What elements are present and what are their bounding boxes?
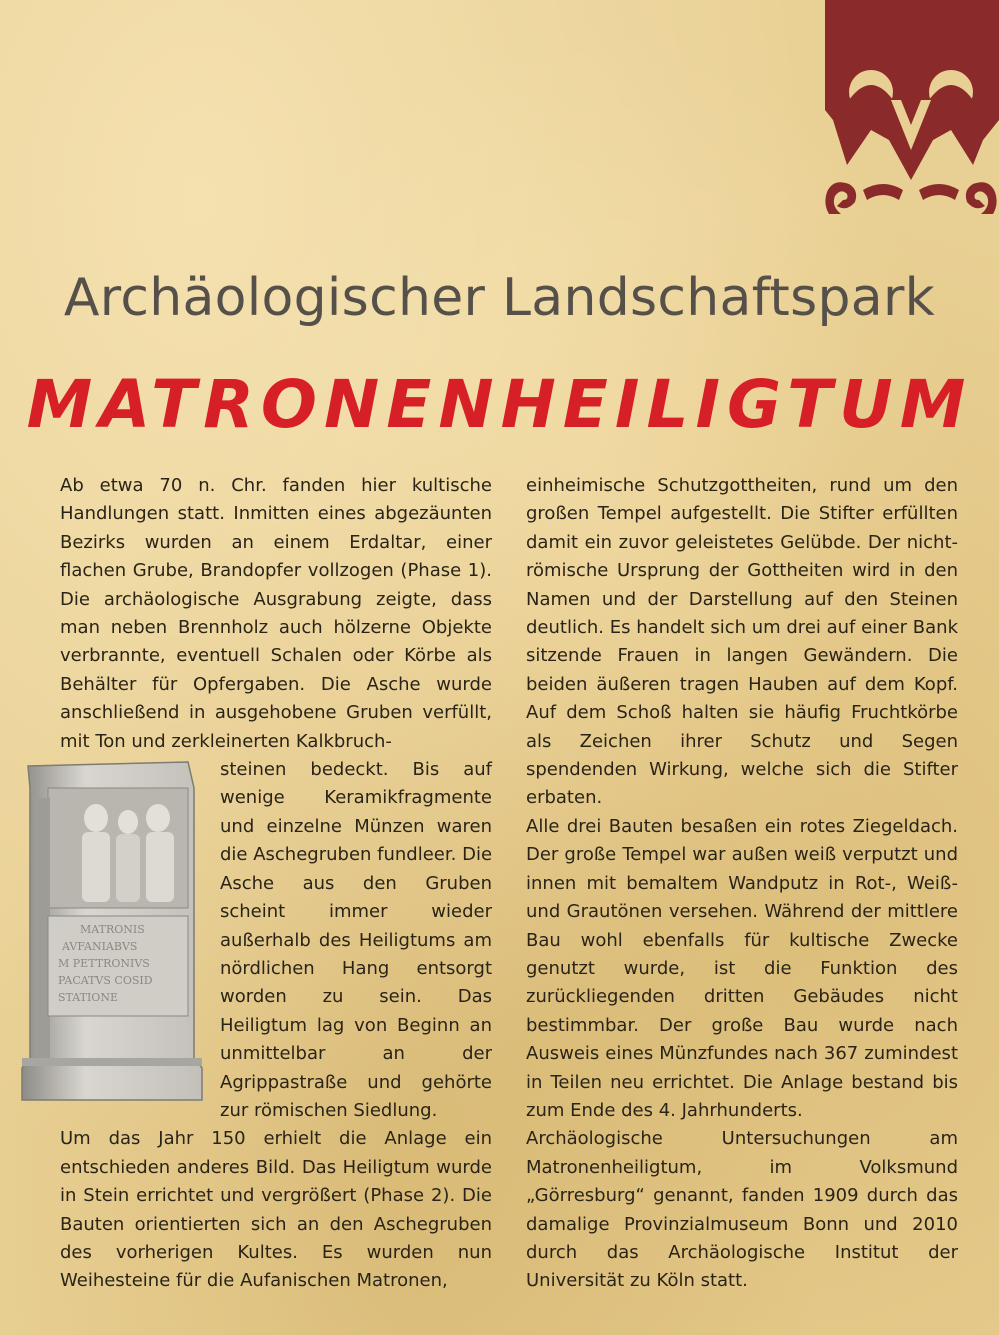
matronae-altar-stone-icon xyxy=(18,758,204,1104)
site-title: MATRONENHEILIGTUM xyxy=(26,366,973,443)
paragraph-buildings: Alle drei Bauten besaßen ein rotes Ziegeldach. Der große Tempel war außen weiß verputzt und innen mit bemaltem Wandputz in Rot-, Weiß- und Grautönen versehen. Während der mittlere Bau wohl ebenfalls für kultische Zwecke genutzt wurde, ist die Funktion des zurückliegenden dritten Gebäudes nicht bestimmbar. Der große Bau wurde nach Ausweis eines Münzfundes nach 367 zumindest in Teilen neu errichtet. Die Anlage bestand bis zum Ende des 4. Jahrhunderts. xyxy=(526,815,958,1121)
svg-text:MATRONIS: MATRONIS xyxy=(80,923,145,937)
paragraph-phase-2: Um das Jahr 150 erhielt die Anlage ein entschieden anderes Bild. Das Heiligtum wurde in Stein errichtet und vergrößert (Phase 2). Die Bauten orientierten sich an den Aschegruben des vorherigen Kultes. Es wurden nun Weihesteine für die Aufanischen Matronen, xyxy=(60,1128,492,1292)
paragraph-excavations: Archäologische Untersuchungen am Matronenheiligtum, im Volksmund „Görresburg“ genannt, fanden 1909 durch das damalige Provinzialmuseum Bonn und 2010 durch das Archäologische Institut der Universität zu Köln statt. xyxy=(526,1128,958,1292)
svg-text:AVFANIABVS: AVFANIABVS xyxy=(62,940,138,954)
svg-text:PACATVS COSID: PACATVS COSID xyxy=(58,974,153,988)
text-column-right xyxy=(526,472,958,1296)
paragraph-intro: Ab etwa 70 n. Chr. fanden hier kultische Handlungen statt. Inmitten eines abgezäunten Bezirks wurden an einem Erdaltar, einer flachen Grube, Brandopfer vollzogen (Phase 1). Die archäologische Ausgrabung zeigte, dass man neben Brennholz auch hölzerne Objekte verbrannte, eventuell Schalen oder Körbe als Behälter für Opfergaben. Die Asche wurde anschließend in ausgehobene Gruben verfüllt, mit Ton und zerkleinerten Kalkbruch- xyxy=(60,475,492,752)
matronae-logo-icon xyxy=(823,0,999,222)
text-column-left xyxy=(60,472,492,1296)
svg-text:STATIONE: STATIONE xyxy=(58,991,118,1005)
paragraph-intro-continued: steinen bedeckt. Bis auf wenige Keramikfragmente und einzelne Münzen waren die Aschegruben fundleer. Die Asche aus den Gruben scheint immer wieder außerhalb des Heiligtums am nördlichen Hang entsorgt worden zu sein. Das Heiligtum lag von Beginn an unmittelbar an der Agrippastraße und gehörte zur römischen Siedlung. xyxy=(220,759,493,1121)
svg-text:M PETTRONIVS: M PETTRONIVS xyxy=(58,957,150,971)
paragraph-matronae: einheimische Schutzgottheiten, rund um den großen Tempel aufgestellt. Die Stifter erfüllten damit ein zuvor geleistetes Gelübde. Der nicht-römische Ursprung der Gottheiten wird in den Namen und der Darstellung auf den Steinen deutlich. Es handelt sich um drei auf einer Bank sitzende Frauen in langen Gewändern. Die beiden äußeren tragen Hauben auf dem Kopf. Auf dem Schoß halten sie häufig Fruchtkörbe als Zeichen ihrer Schutz und Segen spendenden Wirkung, welche sich die Stifter erbaten. xyxy=(526,475,958,809)
park-title: Archäologischer Landschaftspark xyxy=(63,268,936,328)
